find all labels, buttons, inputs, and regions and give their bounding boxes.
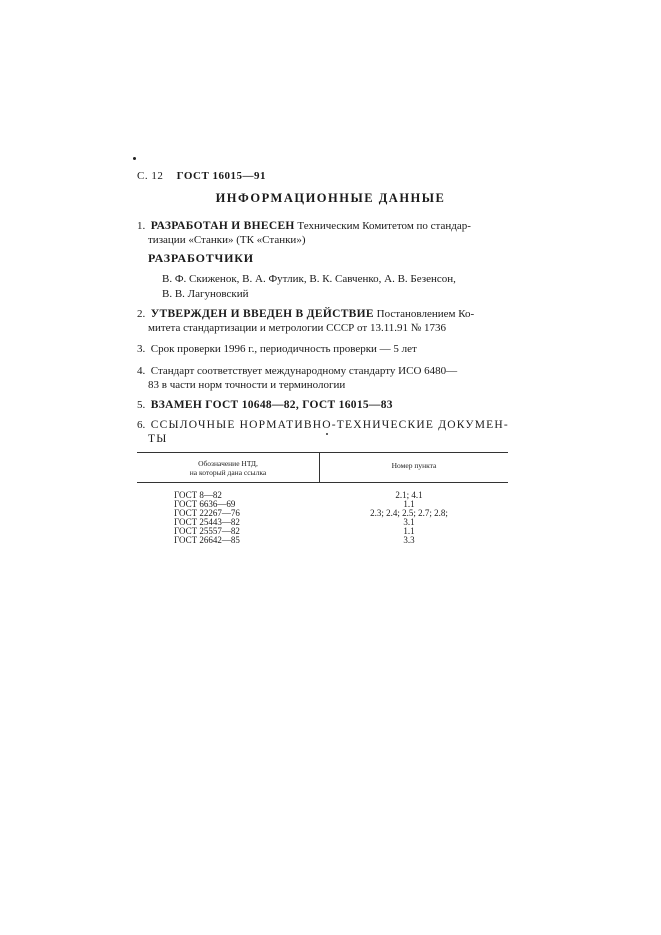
item-number: 1. [137, 220, 146, 232]
item-5 [137, 398, 512, 412]
item-1 [137, 219, 512, 247]
cell-item-number: 1.1 [403, 526, 415, 536]
item-number: 6. [137, 419, 146, 431]
item-3 [137, 342, 512, 356]
item-heading-continued: ТЫ [148, 433, 168, 445]
item-2 [137, 307, 512, 335]
item-text-continued: тизации «Станки» (ТК «Станки») [148, 234, 306, 246]
column-header-document [137, 459, 319, 477]
table-header-rule [137, 482, 508, 483]
header-line: на который дана ссылка [189, 468, 267, 477]
developers-list [162, 272, 507, 302]
item-number: 4. [137, 365, 146, 377]
document-code: ГОСТ 16015—91 [176, 170, 267, 182]
developers-heading: РАЗРАБОТЧИКИ [148, 251, 254, 265]
section-title: ИНФОРМАЦИОННЫЕ ДАННЫЕ [215, 191, 446, 205]
item-heading: УТВЕРЖДЕН И ВВЕДЕН В ДЕЙСТВИЕ [150, 308, 374, 320]
cell-item-number: 1.1 [403, 499, 415, 509]
table-top-rule [137, 452, 508, 453]
item-text: Срок проверки 1996 г., периодичность проверки — 5 лет [150, 343, 417, 355]
developers-line: В. В. Лагуновский [162, 288, 249, 300]
header-line: Обозначение НТД, [198, 459, 258, 468]
item-heading: РАЗРАБОТАН И ВНЕСЕН [150, 220, 295, 232]
column-header-item-number: Номер пункта [391, 461, 437, 470]
item-4 [137, 364, 512, 392]
item-heading: ВЗАМЕН ГОСТ 10648—82, ГОСТ 16015—83 [150, 399, 393, 411]
cell-document: ГОСТ 8—82 [174, 490, 222, 500]
speck-mark [133, 157, 136, 160]
cell-item-number: 3.3 [403, 535, 415, 545]
item-text: Постановлением Ко- [373, 308, 475, 320]
cell-document: ГОСТ 6636—69 [174, 499, 236, 509]
item-heading: ССЫЛОЧНЫЕ НОРМАТИВНО-ТЕХНИЧЕСКИЕ ДОКУМЕН- [150, 419, 509, 431]
cell-document: ГОСТ 22267—76 [174, 508, 240, 518]
item-text: Стандарт соответствует международному стандарту ИСО 6480— [150, 365, 458, 377]
page-number: С. 12 [137, 170, 164, 182]
item-text-continued: 83 в части норм точности и терминологии [148, 379, 346, 391]
item-number: 5. [137, 399, 146, 411]
speck-mark [326, 433, 328, 435]
cell-item-number: 2.3; 2.4; 2.5; 2.7; 2.8; [370, 508, 448, 518]
table-row [137, 536, 508, 545]
item-6 [137, 418, 512, 446]
cell-document: ГОСТ 25443—82 [174, 517, 240, 527]
item-text-continued: митета стандартизации и метрологии СССР от 13.11.91 № 1736 [148, 322, 447, 334]
cell-document: ГОСТ 26642—85 [174, 535, 240, 545]
cell-document: ГОСТ 25557—82 [174, 526, 240, 536]
cell-item-number: 3.1 [403, 517, 415, 527]
page-header [137, 170, 266, 182]
references-table [137, 452, 508, 552]
table-body [137, 491, 508, 545]
item-number: 2. [137, 308, 146, 320]
cell-item-number: 2.1; 4.1 [395, 490, 423, 500]
item-number: 3. [137, 343, 146, 355]
item-text: Техническим Комитетом по стандар- [294, 220, 471, 232]
developers-line: В. Ф. Скиженок, В. А. Футлик, В. К. Савченко, А. В. Безенсон, [162, 273, 456, 285]
